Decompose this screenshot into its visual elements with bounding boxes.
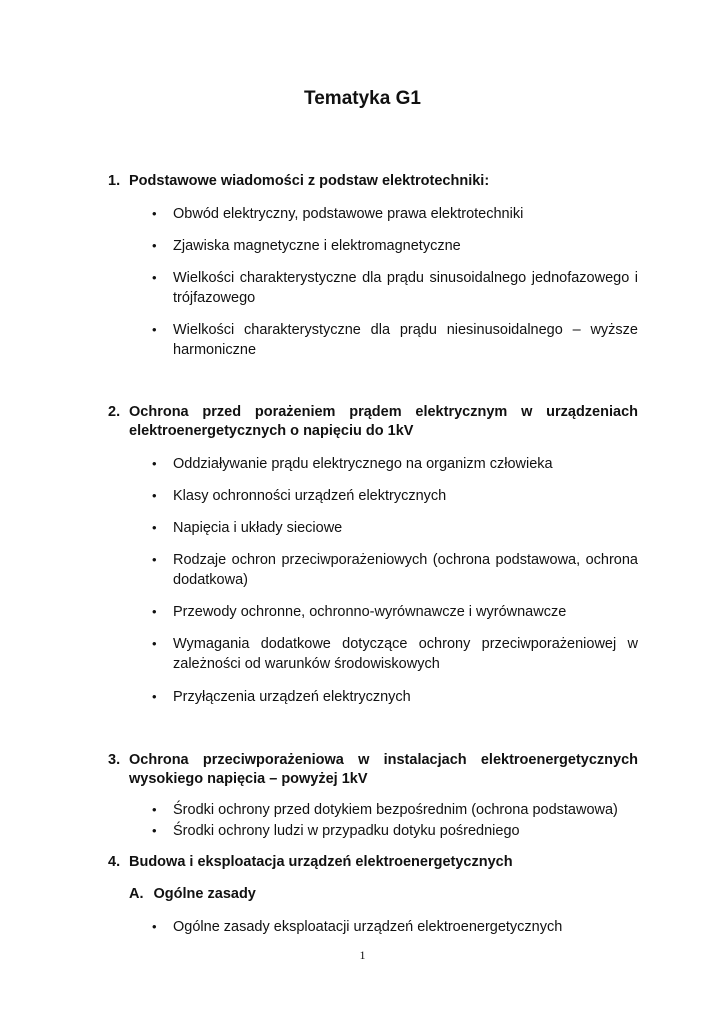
- section-title: Ochrona przed porażeniem prądem elektrycznym w urządzeniach elektroenergetycznych o napięciu do 1kV: [129, 404, 638, 439]
- bullet-icon: •: [152, 552, 157, 567]
- subsection-label: A.: [129, 886, 144, 902]
- subsection-a-heading: [129, 885, 256, 904]
- bullet-icon: •: [152, 919, 157, 934]
- section-title: Budowa i eksploatacja urządzeń elektroenergetycznych: [129, 854, 513, 870]
- bullet-icon: •: [152, 689, 157, 704]
- list-item: • Obwód elektryczny, podstawowe prawa elektrotechniki: [152, 206, 524, 222]
- section-title: Ochrona przeciwporażeniowa w instalacjach elektroenergetycznych wysokiego napięcia – powyżej 1kV: [129, 752, 638, 787]
- section-2-heading: [108, 403, 638, 441]
- list-item: • Wymagania dodatkowe dotyczące ochrony przeciwporażeniowej w zależności od warunków środowiskowych: [152, 636, 638, 672]
- bullet-icon: •: [152, 604, 157, 619]
- bullet-icon: •: [152, 238, 157, 253]
- list-item: • Wielkości charakterystyczne dla prądu niesinusoidalnego – wyższe harmoniczne: [152, 322, 638, 358]
- section-4-heading: [108, 853, 638, 872]
- section-3-heading: [108, 751, 638, 789]
- list-item: • Rodzaje ochron przeciwporażeniowych (ochrona podstawowa, ochrona dodatkowa): [152, 552, 638, 588]
- bullet-icon: •: [152, 322, 157, 337]
- list-item: • Przewody ochronne, ochronno-wyrównawcze i wyrównawcze: [152, 604, 567, 620]
- subsection-title: Ogólne zasady: [153, 886, 256, 902]
- list-item: • Ogólne zasady eksploatacji urządzeń elektroenergetycznych: [152, 919, 563, 935]
- section-number: 1.: [108, 173, 121, 189]
- list-item: • Środki ochrony ludzi w przypadku dotyku pośredniego: [152, 823, 520, 839]
- bullet-icon: •: [152, 636, 157, 651]
- list-item: • Klasy ochronności urządzeń elektrycznych: [152, 488, 447, 504]
- page-number: 1: [359, 948, 366, 962]
- bullet-icon: •: [152, 456, 157, 471]
- list-item: • Zjawiska magnetyczne i elektromagnetyczne: [152, 238, 461, 254]
- list-item: • Oddziaływanie prądu elektrycznego na organizm człowieka: [152, 456, 553, 472]
- section-number: 2.: [108, 404, 121, 420]
- bullet-icon: •: [152, 520, 157, 535]
- list-item: • Napięcia i układy sieciowe: [152, 520, 343, 536]
- list-item: • Wielkości charakterystyczne dla prądu sinusoidalnego jednofazowego i trójfazowego: [152, 270, 638, 306]
- list-item: • Środki ochrony przed dotykiem bezpośrednim (ochrona podstawowa): [152, 802, 618, 818]
- section-number: 3.: [108, 752, 121, 768]
- section-1-heading: [108, 172, 638, 191]
- bullet-icon: •: [152, 802, 157, 817]
- page-title: Tematyka G1: [304, 88, 421, 109]
- bullet-icon: •: [152, 823, 157, 838]
- bullet-icon: •: [152, 488, 157, 503]
- bullet-icon: •: [152, 270, 157, 285]
- bullet-icon: •: [152, 206, 157, 221]
- section-title: Podstawowe wiadomości z podstaw elektrotechniki:: [129, 173, 490, 189]
- list-item: • Przyłączenia urządzeń elektrycznych: [152, 689, 411, 705]
- section-number: 4.: [108, 854, 121, 870]
